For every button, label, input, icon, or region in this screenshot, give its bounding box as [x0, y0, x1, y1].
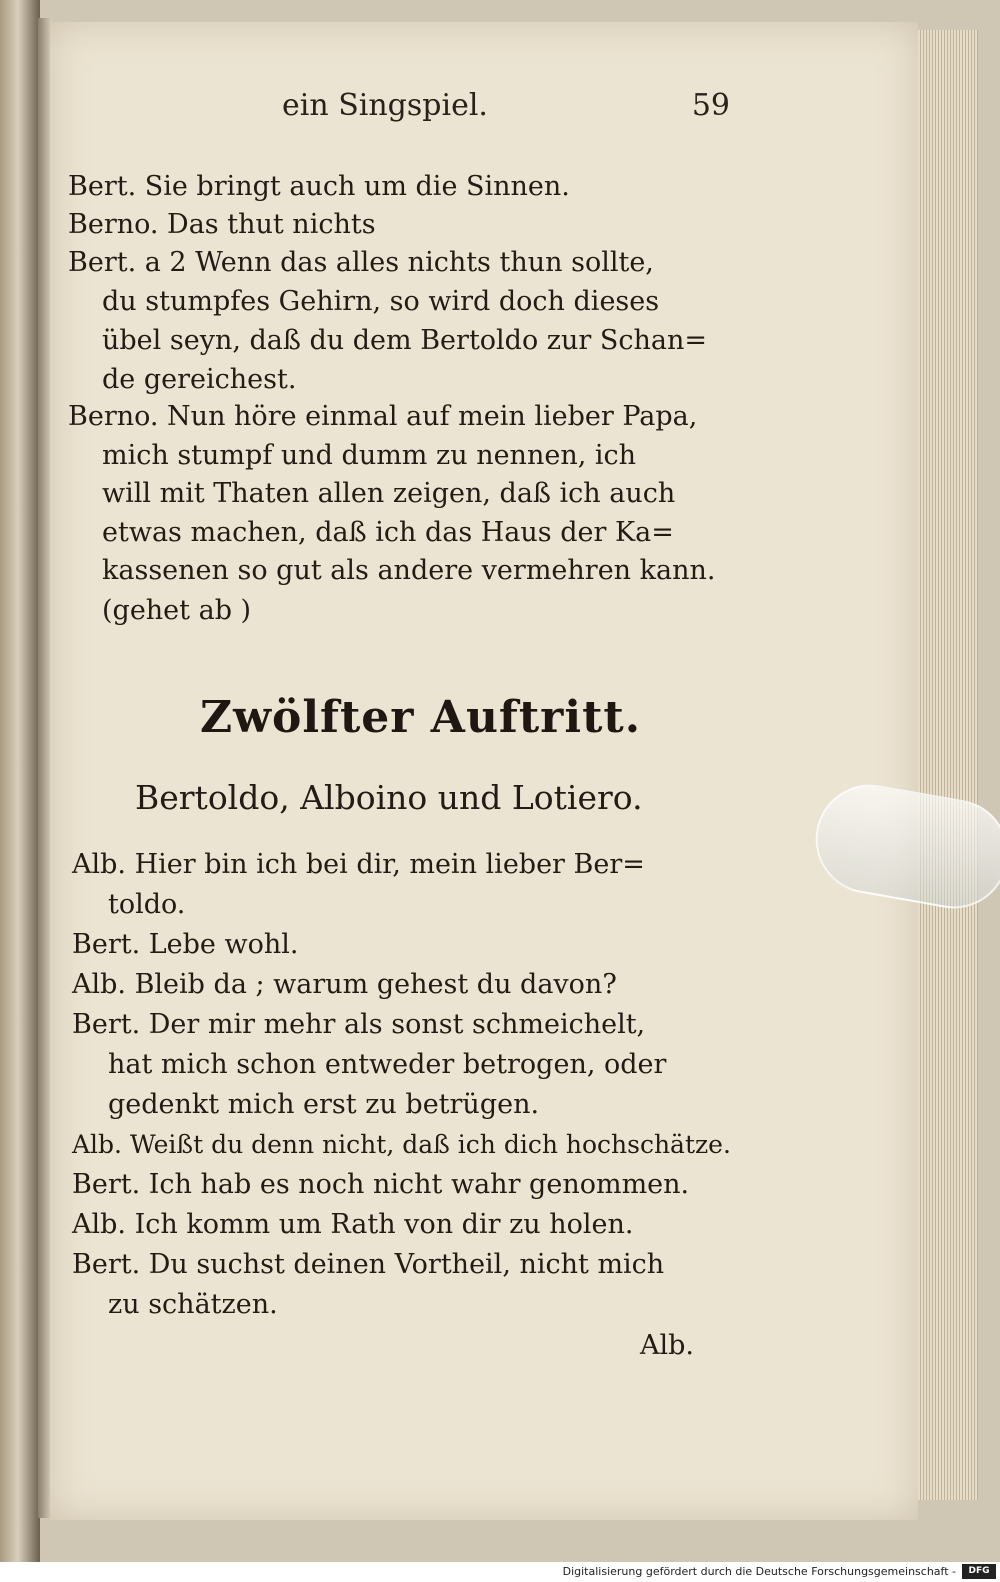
digitization-footer	[0, 1562, 1000, 1582]
page-header	[230, 88, 730, 138]
text-line: will mit Thaten allen zeigen, daß ich auch	[102, 478, 676, 509]
text-line: Bert. Ich hab es noch nicht wahr genommen.	[72, 1169, 690, 1200]
text-line: gedenkt mich erst zu betrügen.	[108, 1089, 540, 1120]
text-line: Berno. Nun höre einmal auf mein lieber Papa,	[68, 401, 698, 432]
text-line: Bert. Du suchst deinen Vortheil, nicht mich	[72, 1249, 665, 1280]
running-title: ein Singspiel.	[282, 88, 488, 123]
text-line: Bert. Sie bringt auch um die Sinnen.	[68, 171, 570, 202]
text-line: Bert. a 2 Wenn das alles nichts thun sollte,	[68, 247, 654, 278]
scene-characters: Bertoldo, Alboino und Lotiero.	[135, 778, 643, 817]
text-line: mich stumpf und dumm zu nennen, ich	[102, 440, 637, 471]
text-line: toldo.	[108, 889, 186, 920]
text-line: Alb. Weißt du denn nicht, daß ich dich hochschätze.	[72, 1130, 731, 1159]
text-line: Alb. Bleib da ; warum gehest du davon?	[72, 969, 617, 1000]
text-line: de gereichest.	[102, 364, 297, 395]
text-line: kassenen so gut als andere vermehren kann.	[102, 555, 716, 586]
text-line: hat mich schon entweder betrogen, oder	[108, 1049, 667, 1080]
catchword: Alb.	[640, 1330, 694, 1361]
stage-direction: (gehet ab )	[102, 595, 252, 626]
text-line: übel seyn, daß du dem Bertoldo zur Schan=	[102, 325, 708, 356]
dfg-logo: DFG	[962, 1564, 996, 1579]
left-page-edge	[0, 0, 40, 1562]
text-line: zu schätzen.	[108, 1289, 278, 1320]
text-line: Berno. Das thut nichts	[68, 209, 376, 240]
page-number: 59	[691, 88, 730, 123]
footer-credit: Digitalisierung gefördert durch die Deutsche Forschungsgemeinschaft -	[562, 1565, 956, 1578]
text-line: Alb. Ich komm um Rath von dir zu holen.	[72, 1209, 634, 1240]
scene-title: Zwölfter Auftritt.	[200, 692, 642, 743]
text-line: Alb. Hier bin ich bei dir, mein lieber Ber=	[72, 849, 645, 880]
page-stack-edge	[918, 30, 978, 1500]
text-line: du stumpfes Gehirn, so wird doch dieses	[102, 286, 660, 317]
text-line: Bert. Der mir mehr als sonst schmeichelt,	[72, 1009, 646, 1040]
text-line: Bert. Lebe wohl.	[72, 929, 299, 960]
text-line: etwas machen, daß ich das Haus der Ka=	[102, 517, 674, 548]
